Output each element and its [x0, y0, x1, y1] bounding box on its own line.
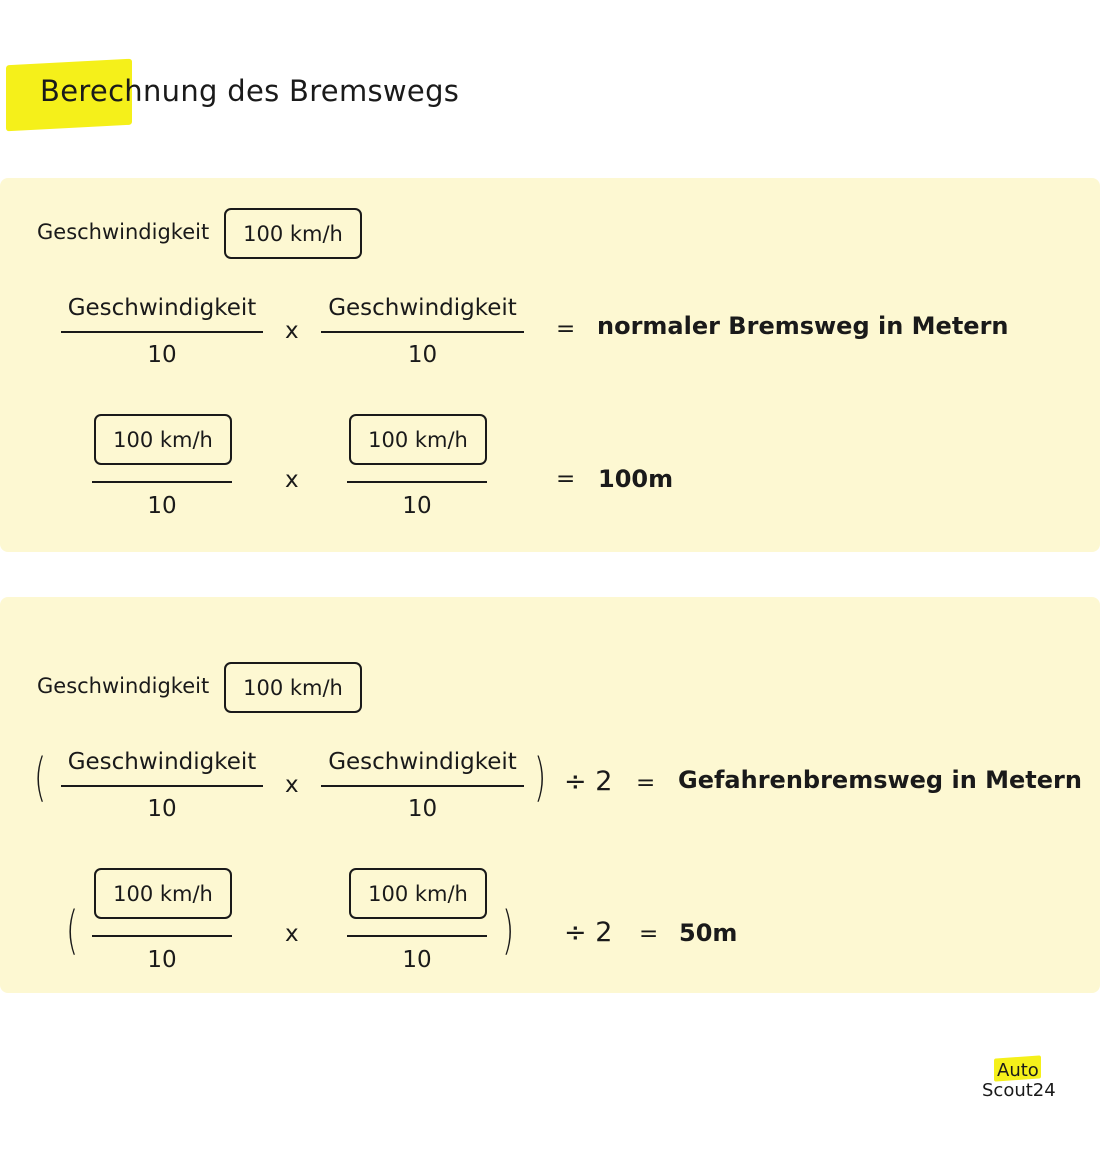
- fraction-line: [92, 481, 232, 483]
- fraction-line: [61, 785, 263, 787]
- example-denominator-a: 10: [147, 493, 177, 519]
- speed-value-box: 100 km/h: [224, 662, 362, 713]
- equals-operator: =: [556, 316, 576, 342]
- speed-value-box: 100 km/h: [224, 208, 362, 259]
- paren-open: (: [66, 901, 79, 961]
- formula-numerator-a: Geschwindigkeit: [67, 295, 257, 321]
- times-operator: x: [285, 467, 299, 493]
- formula-denominator-b: 10: [407, 342, 438, 368]
- paren-open: (: [34, 748, 47, 808]
- example-numerator-b-box: 100 km/h: [349, 868, 487, 919]
- times-operator: x: [285, 318, 299, 344]
- example-result: 100m: [598, 465, 674, 493]
- divide-operator: ÷ 2: [564, 917, 613, 948]
- equals-operator: =: [556, 466, 576, 492]
- equals-operator: =: [636, 770, 656, 796]
- fraction-line: [347, 935, 487, 937]
- paren-close: ): [502, 901, 515, 961]
- logo-auto: Auto: [997, 1060, 1039, 1081]
- formula-denominator-b: 10: [407, 796, 438, 822]
- fraction-line: [321, 785, 524, 787]
- divide-operator: ÷ 2: [564, 766, 613, 797]
- formula-numerator-a: Geschwindigkeit: [67, 749, 257, 775]
- example-denominator-a: 10: [147, 947, 177, 973]
- formula-denominator-a: 10: [147, 342, 177, 368]
- page-title: Berechnung des Bremswegs: [40, 74, 460, 108]
- emergency-braking-panel: [0, 597, 1100, 993]
- formula-numerator-b: Geschwindigkeit: [328, 295, 517, 321]
- logo-scout24: Scout24: [982, 1080, 1056, 1101]
- example-numerator-a-box: 100 km/h: [94, 868, 232, 919]
- example-denominator-b: 10: [402, 947, 432, 973]
- equals-operator: =: [639, 921, 659, 947]
- fraction-line: [92, 935, 232, 937]
- formula-numerator-b: Geschwindigkeit: [328, 749, 517, 775]
- formula-result: Gefahrenbremsweg in Metern: [678, 766, 1082, 794]
- times-operator: x: [285, 772, 299, 798]
- formula-result: normaler Bremsweg in Metern: [597, 312, 1009, 340]
- formula-denominator-a: 10: [147, 796, 177, 822]
- fraction-line: [347, 481, 487, 483]
- speed-label: Geschwindigkeit: [37, 674, 210, 698]
- fraction-line: [321, 331, 524, 333]
- speed-label: Geschwindigkeit: [37, 220, 210, 244]
- example-numerator-a-box: 100 km/h: [94, 414, 232, 465]
- fraction-line: [61, 331, 263, 333]
- example-denominator-b: 10: [402, 493, 432, 519]
- example-result: 50m: [679, 919, 738, 947]
- paren-close: ): [534, 748, 547, 808]
- example-numerator-b-box: 100 km/h: [349, 414, 487, 465]
- times-operator: x: [285, 921, 299, 947]
